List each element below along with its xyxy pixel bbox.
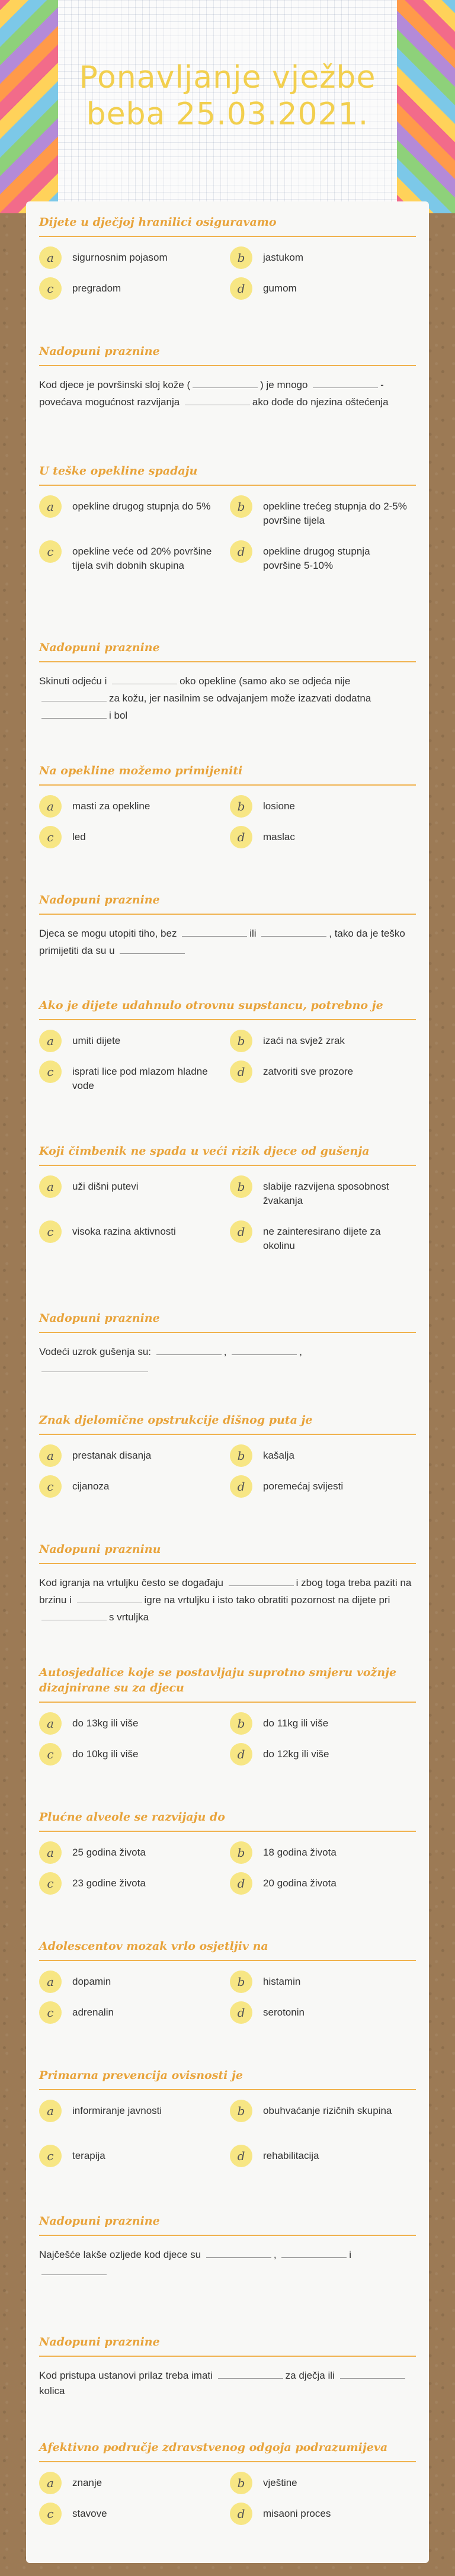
question-section [39,2068,416,2177]
option-letter[interactable]: c [39,826,62,848]
blank-input[interactable] [156,1343,222,1355]
option-letter[interactable]: c [39,1475,62,1498]
option-c[interactable] [39,1220,217,1243]
question-title: Nadopuni praznine [39,640,416,662]
option-c[interactable] [39,2001,217,2024]
option-text: pregradom [72,283,121,294]
fill-part: oko opekline (samo ako se odjeća nije [180,675,351,687]
fill-part: i zbog toga treba paziti na brzinu i [39,1577,412,1606]
option-letter[interactable]: a [39,1175,62,1198]
fill-text [39,1574,416,1625]
option-letter[interactable]: c [39,1220,62,1243]
option-a[interactable] [39,246,217,269]
option-letter[interactable]: a [39,1030,62,1052]
option-b[interactable] [230,1841,408,1864]
question-section [39,1665,416,1774]
question-title: Afektivno područje zdravstvenog odgoja podrazumijeva [39,2440,416,2462]
option-letter[interactable]: a [39,2100,62,2122]
option-text: ne zainteresirano dijete za okolinu [263,1226,381,1251]
blank-input[interactable] [41,706,107,719]
blank-input[interactable] [340,2366,405,2379]
option-letter[interactable]: c [39,2503,62,2525]
blank-input[interactable] [185,393,250,405]
option-b[interactable] [230,495,408,528]
question-section [39,763,416,857]
blank-input[interactable] [206,2245,271,2258]
question-title: Koji čimbenik ne spada u veći rizik djece od gušenja [39,1143,416,1166]
fill-section [39,2213,416,2290]
option-text: cijanoza [72,1481,110,1492]
option-text: 23 godine života [72,1877,146,1889]
option-text: maslac [263,831,295,842]
option-letter[interactable]: a [39,246,62,269]
blank-input[interactable] [229,1574,294,1586]
blank-input[interactable] [182,924,247,937]
fill-part: ) je mnogo [260,379,311,390]
fill-part: , [223,1346,230,1357]
fill-section [39,344,416,420]
question-title: U teške opekline spadaju [39,463,416,486]
option-b[interactable] [230,2472,408,2494]
option-c[interactable] [39,1743,217,1766]
option-text: poremećaj svijesti [263,1481,344,1492]
option-d[interactable] [230,1743,408,1766]
fill-text [39,2245,416,2280]
question-title: Plućne alveole se razvijaju do [39,1809,416,1832]
option-text: zatvoriti sve prozore [263,1066,354,1077]
option-text: visoka razina aktivnosti [72,1226,176,1237]
option-d[interactable] [230,2001,408,2024]
blank-input[interactable] [281,2245,347,2258]
option-text: informiranje javnosti [72,2105,162,2116]
option-letter[interactable]: c [39,2145,62,2167]
option-text: terapija [72,2150,105,2161]
question-section [39,1412,416,1506]
option-text: sigurnosnim pojasom [72,252,168,263]
option-c[interactable] [39,826,217,848]
decorative-stripes-right [397,0,455,213]
options-grid [39,1444,416,1506]
blank-input[interactable] [193,376,258,388]
options-grid [39,795,416,857]
option-letter[interactable]: a [39,1971,62,1993]
option-a[interactable] [39,1841,217,1864]
option-text: prestanak disanja [72,1450,152,1461]
option-c[interactable] [39,1060,217,1093]
option-letter[interactable]: a [39,495,62,518]
option-letter[interactable]: b [230,1175,252,1198]
quiz-content [26,201,429,2563]
option-a[interactable] [39,2472,217,2494]
option-text: 20 godina života [263,1877,337,1889]
question-title: Nadopuni praznine [39,1311,416,1333]
option-text: adrenalin [72,2007,114,2018]
question-section [39,214,416,308]
option-letter[interactable]: d [230,277,252,300]
fill-part: za dječja ili [285,2370,338,2381]
option-text: losione [263,800,295,812]
options-grid [39,495,416,590]
fill-part: Kod djece je površinski sloj kože ( [39,379,191,390]
option-text: slabije razvijena sposobnost žvakanja [263,1181,389,1206]
option-d[interactable] [230,540,408,573]
question-section [39,1143,416,1264]
option-text: obuhvaćanje rizičnih skupina [263,2105,392,2116]
option-letter[interactable]: b [230,2472,252,2494]
option-a[interactable] [39,2100,217,2122]
option-text: uži dišni putevi [72,1181,139,1192]
options-grid [39,1175,416,1264]
blank-input[interactable] [261,924,326,937]
page-title: Ponavljanje vježbe beba 25.03.2021. [79,60,376,132]
option-letter[interactable]: a [39,1841,62,1864]
option-a[interactable] [39,1971,217,1993]
option-letter[interactable]: c [39,1872,62,1895]
option-letter[interactable]: b [230,1841,252,1864]
question-title: Autosjedalice koje se postavljaju suprotno smjeru vožnje dizajnirane su za djecu [39,1665,416,1703]
option-text: serotonin [263,2007,305,2018]
option-d[interactable] [230,1060,408,1083]
option-letter[interactable]: d [230,2001,252,2024]
option-a[interactable] [39,495,217,518]
option-text: opekline drugog stupnja površine 5-10% [263,546,370,571]
option-text: 18 godina života [263,1847,337,1858]
option-text: opekline trećeg stupnja do 2-5% površine tijela [263,501,407,526]
options-grid [39,1971,416,2032]
option-text: kašalja [263,1450,294,1461]
fill-part: kolica [39,2385,65,2396]
fill-part: Skinuti odjeću i [39,675,110,687]
option-letter[interactable]: c [39,1743,62,1766]
question-title: Primarna prevencija ovisnosti je [39,2068,416,2090]
option-text: opekline veće od 20% površine tijela svih dobnih skupina [72,546,212,571]
question-title: Nadopuni praznine [39,2334,416,2357]
option-b[interactable] [230,795,408,818]
options-grid [39,1030,416,1107]
option-letter[interactable]: d [230,1060,252,1083]
question-section [39,463,416,590]
fill-part: ili [249,928,259,939]
fill-section [39,640,416,733]
question-section [39,2440,416,2533]
fill-part: za kožu, jer nasilnim se odvajanjem može izazvati dodatna [109,693,371,704]
fill-part: Najčešće lakše ozljede kod djece su [39,2249,204,2260]
option-letter[interactable]: b [230,246,252,269]
question-section [39,1809,416,1903]
fill-part: ako dođe do njezina oštećenja [252,396,389,408]
option-d[interactable] [230,277,408,300]
question-title: Ako je dijete udahnulo otrovnu supstancu, potrebno je [39,998,416,1020]
option-letter[interactable]: d [230,826,252,848]
fill-part: i [349,2249,352,2260]
blank-input[interactable] [41,2263,107,2275]
option-a[interactable] [39,795,217,818]
option-text: vještine [263,2477,297,2488]
option-b[interactable] [230,246,408,269]
option-letter[interactable]: c [39,1060,62,1083]
options-grid [39,1841,416,1903]
blank-input[interactable] [41,1360,148,1372]
decorative-stripes-left [0,0,58,213]
option-b[interactable] [230,2100,408,2122]
option-letter[interactable]: d [230,2503,252,2525]
options-grid [39,1712,416,1774]
option-text: opekline drugog stupnja do 5% [72,501,211,512]
blank-input[interactable] [41,1608,107,1620]
option-c[interactable] [39,1872,217,1895]
option-letter[interactable]: d [230,1475,252,1498]
option-text: jastukom [263,252,304,263]
option-letter[interactable]: d [230,1220,252,1243]
option-letter[interactable]: b [230,1444,252,1467]
option-d[interactable] [230,1475,408,1498]
option-a[interactable] [39,1712,217,1735]
blank-input[interactable] [120,941,185,954]
option-letter[interactable]: a [39,1712,62,1735]
fill-section [39,1311,416,1387]
blank-input[interactable] [41,689,107,701]
question-title: Dijete u dječjoj hranilici osiguravamo [39,214,416,237]
option-text: do 12kg ili više [263,1748,329,1760]
option-letter[interactable]: b [230,1712,252,1735]
option-d[interactable] [230,2145,408,2167]
option-c[interactable] [39,277,217,300]
option-text: led [72,831,86,842]
options-grid [39,2100,416,2177]
blank-input[interactable] [77,1591,142,1603]
fill-part: - povećava mogućnost razvijanja [39,379,384,408]
blank-input[interactable] [232,1343,297,1355]
question-title: Adolescentov mozak vrlo osjetljiv na [39,1939,416,1961]
option-text: gumom [263,283,297,294]
fill-text [39,2366,416,2399]
option-text: masti za opekline [72,800,150,812]
fill-text [39,672,416,723]
blank-input[interactable] [218,2366,283,2379]
option-b[interactable] [230,1444,408,1467]
option-a[interactable] [39,1175,217,1198]
options-grid [39,246,416,308]
question-section [39,1939,416,2032]
option-text: znanje [72,2477,102,2488]
option-text: umiti dijete [72,1035,121,1046]
option-letter[interactable]: d [230,2145,252,2167]
fill-part: , tako da je teško primijetiti da su u [39,928,405,956]
fill-text [39,1343,416,1377]
option-text: izaći na svjež zrak [263,1035,345,1046]
header-banner [0,0,455,213]
option-text: dopamin [72,1976,111,1987]
fill-part: i bol [109,710,128,721]
option-letter[interactable]: b [230,1971,252,1993]
question-title: Nadopuni praznine [39,892,416,915]
option-text: stavove [72,2508,107,2519]
option-letter[interactable]: a [39,795,62,818]
question-section [39,998,416,1107]
option-text: isprati lice pod mlazom hladne vode [72,1066,208,1091]
fill-part: Djeca se mogu utopiti tiho, bez [39,928,180,939]
option-letter[interactable]: b [230,795,252,818]
fill-part: , [299,1346,302,1357]
option-letter[interactable]: b [230,1030,252,1052]
question-title: Nadopuni praznine [39,2213,416,2236]
option-d[interactable] [230,1872,408,1895]
fill-part: igre na vrtuljku i isto tako obratiti pozornost na dijete pri [144,1594,390,1606]
question-title: Nadopuni prazninu [39,1542,416,1564]
option-d[interactable] [230,826,408,848]
option-text: do 11kg ili više [263,1718,329,1729]
question-title: Na opekline možemo primijeniti [39,763,416,786]
option-text: do 10kg ili više [72,1748,139,1760]
option-b[interactable] [230,1175,408,1208]
fill-part: , [273,2249,280,2260]
option-letter[interactable]: b [230,495,252,518]
option-a[interactable] [39,1444,217,1467]
option-letter[interactable]: d [230,1743,252,1766]
option-d[interactable] [230,1220,408,1253]
option-text: do 13kg ili više [72,1718,139,1729]
option-b[interactable] [230,1030,408,1052]
question-title: Znak djelomične opstrukcije dišnog puta je [39,1412,416,1435]
fill-text [39,924,416,959]
option-text: rehabilitacija [263,2150,319,2161]
question-title: Nadopuni praznine [39,344,416,366]
option-a[interactable] [39,1030,217,1052]
option-letter[interactable]: c [39,277,62,300]
fill-part: Vodeći uzrok gušenja su: [39,1346,154,1357]
option-text: 25 godina života [72,1847,146,1858]
fill-part: Kod pristupa ustanovi prilaz treba imati [39,2370,216,2381]
option-letter[interactable]: a [39,2472,62,2494]
fill-section [39,1542,416,1635]
option-b[interactable] [230,1971,408,1993]
option-letter[interactable]: d [230,540,252,563]
fill-part: Kod igranja na vrtuljku često se događaju [39,1577,226,1588]
fill-part: s vrtuljka [109,1611,149,1623]
option-c[interactable] [39,540,217,573]
options-grid [39,2472,416,2533]
option-c[interactable] [39,1475,217,1498]
option-c[interactable] [39,2145,217,2167]
option-text: misaoni proces [263,2508,331,2519]
fill-text [39,376,416,410]
option-letter[interactable]: a [39,1444,62,1467]
option-d[interactable] [230,2503,408,2525]
option-b[interactable] [230,1712,408,1735]
option-letter[interactable]: d [230,1872,252,1895]
option-letter[interactable]: c [39,2001,62,2024]
blank-input[interactable] [112,672,177,684]
option-letter[interactable]: b [230,2100,252,2122]
fill-section [39,892,416,969]
blank-input[interactable] [313,376,378,388]
option-text: histamin [263,1976,301,1987]
option-letter[interactable]: c [39,540,62,563]
option-c[interactable] [39,2503,217,2525]
fill-section [39,2334,416,2409]
